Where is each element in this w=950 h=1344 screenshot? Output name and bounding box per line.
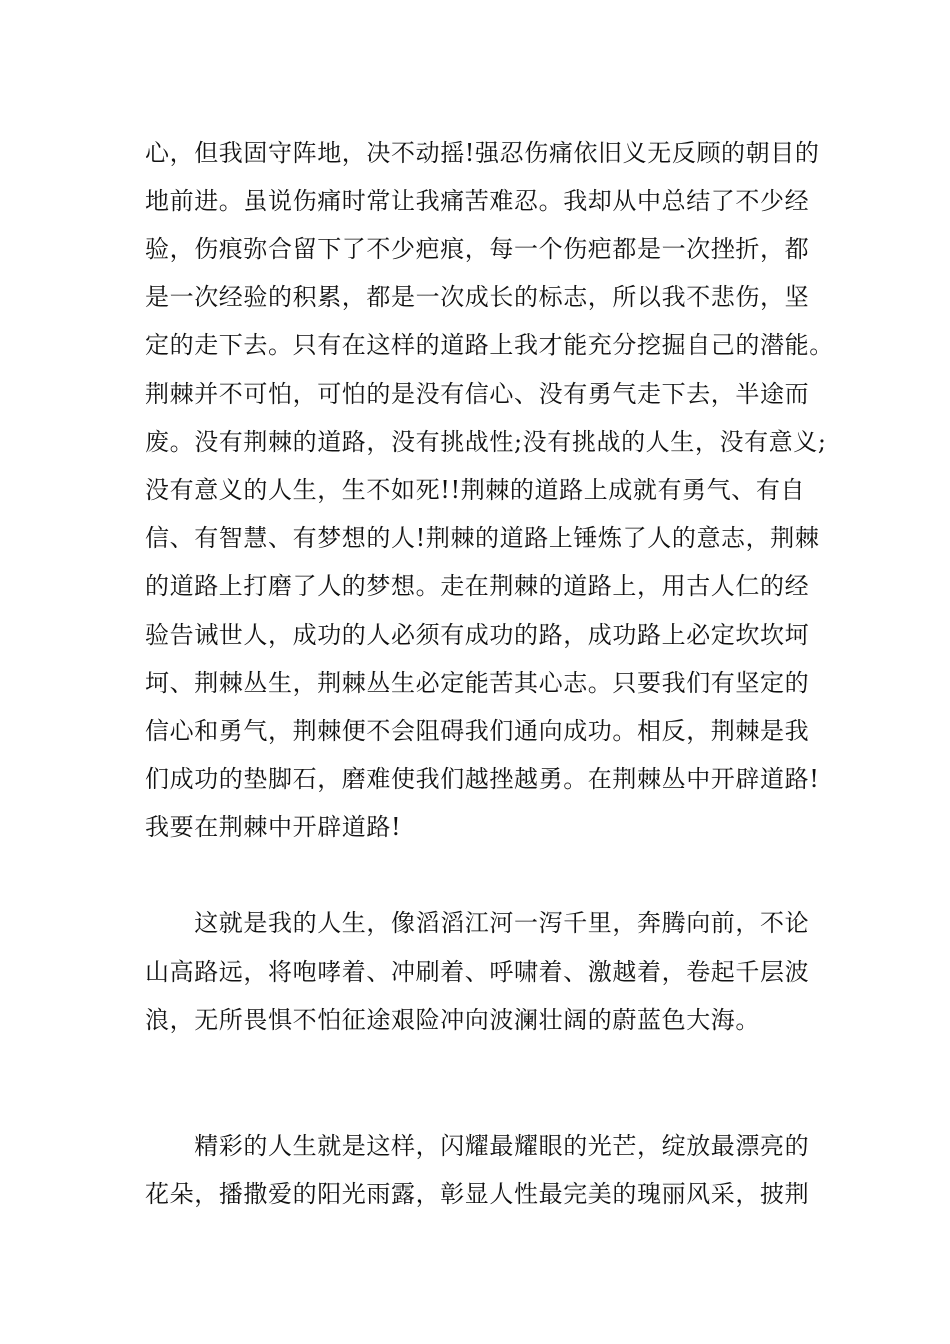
text-line: 废。没有荆棘的道路，没有挑战性;没有挑战的人生，没有意义; (145, 428, 827, 456)
text-line: 们成功的垫脚石，磨难使我们越挫越勇。在荆棘丛中开辟道路! (145, 765, 820, 793)
text-line: 荆棘并不可怕，可怕的是没有信心、没有勇气走下去，半途而 (145, 380, 810, 408)
text-line: 信心和勇气，荆棘便不会阻碍我们通向成功。相反，荆棘是我 (145, 717, 810, 745)
text-line: 的道路上打磨了人的梦想。走在荆棘的道路上，用古人仁的经 (145, 572, 810, 600)
text-line: 花朵，播撒爱的阳光雨露，彰显人性最完美的瑰丽风采，披荆 (145, 1180, 810, 1208)
text-line: 是一次经验的积累，都是一次成长的标志，所以我不悲伤，坚 (145, 283, 810, 311)
text-line: 地前进。虽说伤痛时常让我痛苦难忍。我却从中总结了不少经 (145, 187, 810, 215)
text-line: 我要在荆棘中开辟道路! (145, 813, 402, 841)
text-line: 精彩的人生就是这样，闪耀最耀眼的光芒，绽放最漂亮的 (145, 1132, 810, 1160)
text-line: 没有意义的人生，生不如死!!荆棘的道路上成就有勇气、有自 (145, 476, 806, 504)
text-line: 心，但我固守阵地，决不动摇!强忍伤痛依旧义无反顾的朝目的 (145, 139, 820, 167)
text-line: 验告诫世人，成功的人必须有成功的路，成功路上必定坎坎坷 (145, 621, 810, 649)
text-line: 山高路远，将咆哮着、冲刷着、呼啸着、激越着，卷起千层波 (145, 958, 810, 986)
text-line: 坷、荆棘丛生，荆棘丛生必定能苦其心志。只要我们有坚定的 (145, 669, 810, 697)
text-line: 这就是我的人生，像滔滔江河一泻千里，奔腾向前，不论 (145, 909, 810, 937)
text-line: 信、有智慧、有梦想的人!荆棘的道路上锤炼了人的意志，荆棘 (145, 524, 820, 552)
text-line: 验，伤痕弥合留下了不少疤痕，每一个伤疤都是一次挫折，都 (145, 235, 810, 263)
text-line: 浪，无所畏惧不怕征途艰险冲向波澜壮阔的蔚蓝色大海。 (145, 1006, 760, 1034)
text-line: 定的走下去。只有在这样的道路上我才能充分挖掘自己的潜能。 (145, 331, 834, 359)
